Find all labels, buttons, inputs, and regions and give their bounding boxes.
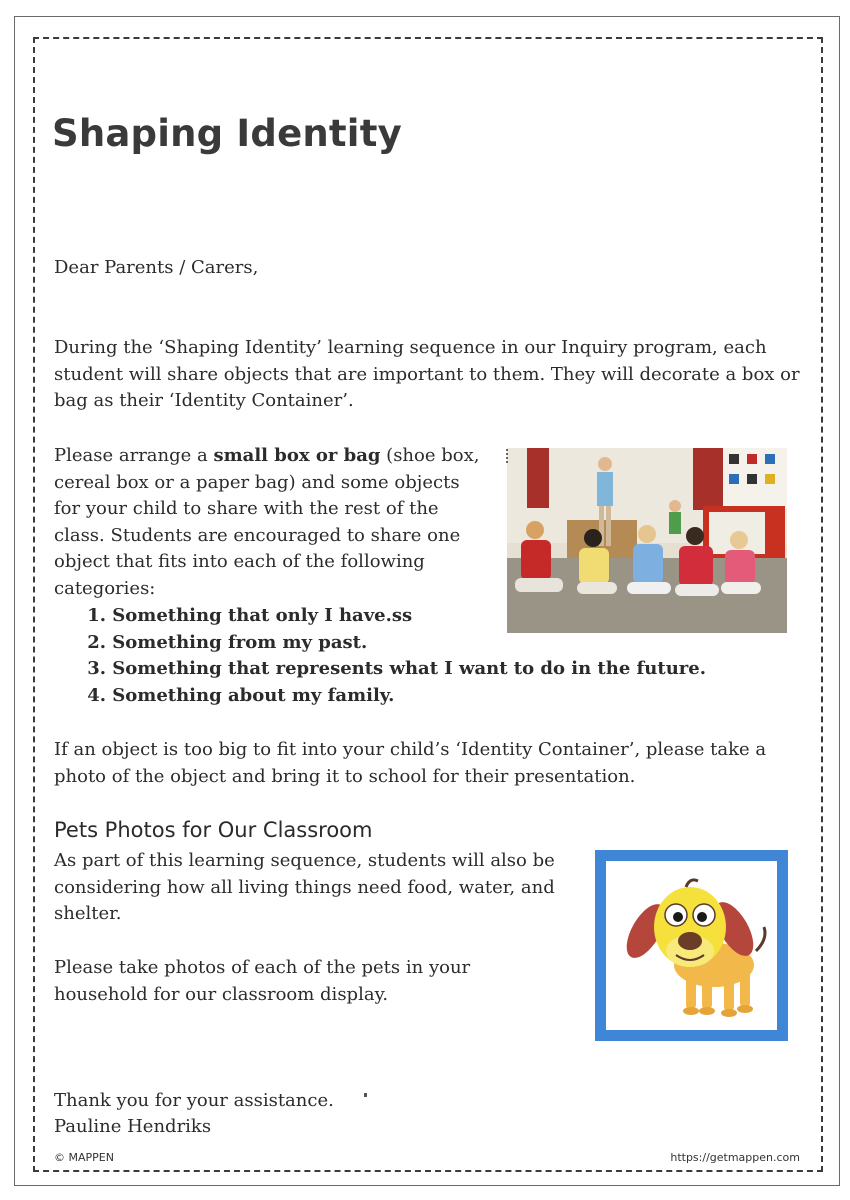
request-prefix: Please arrange a	[54, 445, 214, 466]
dog-image-frame	[595, 850, 788, 1041]
list-item-text: Something that only I have.ss	[112, 605, 413, 626]
list-item-text: Something about my family.	[112, 684, 395, 706]
pets-paragraph-1: As part of this learning sequence, students will also be considering how all living things need food, water, and shelter.	[54, 850, 555, 924]
pets-heading: Pets Photos for Our Classroom	[54, 818, 373, 842]
intro-paragraph: During the ‘Shaping Identity’ learning sequence in our Inquiry program, each student will share objects that are important to them. They will decorate a box or bag as their ‘Identity Container’.	[54, 337, 800, 411]
closing-line: Thank you for your assistance.	[54, 1090, 334, 1111]
list-item-text: Something that represents what I want to do in the future.	[112, 658, 706, 679]
list-item	[54, 683, 706, 710]
list-item	[54, 656, 706, 683]
footer-url: https://getmappen.com	[670, 1151, 800, 1164]
list-item-number: 4.	[87, 684, 106, 706]
classroom-photo	[507, 448, 787, 633]
list-item	[54, 630, 706, 657]
greeting: Dear Parents / Carers,	[54, 257, 259, 278]
stray-mark	[506, 449, 514, 463]
document-title: Shaping Identity	[52, 112, 402, 155]
list-item-number: 2.	[87, 631, 106, 653]
footer-copyright: © MAPPEN	[54, 1151, 114, 1164]
request-bold: small box or bag	[213, 445, 381, 466]
request-suffix: (shoe box, cereal box or a paper bag) and some objects for your child to share with the rest of the class. Students are encouraged to share one object that fits into each of the following categories:	[54, 445, 480, 599]
signature: Pauline Hendriks	[54, 1116, 212, 1137]
stray-mark	[364, 1093, 367, 1097]
pets-paragraph-2: Please take photos of each of the pets in your household for our classroom display.	[54, 957, 471, 1005]
list-item-number: 3.	[87, 658, 106, 679]
dog-illustration	[606, 861, 777, 1030]
list-item-text: Something from my past.	[112, 631, 368, 653]
list-item-number: 1.	[87, 605, 106, 626]
request-paragraph	[54, 443, 484, 602]
big-object-note: If an object is too big to fit into your child’s ‘Identity Container’, please take a photo of the object and bring it to school for their presentation.	[54, 739, 767, 787]
